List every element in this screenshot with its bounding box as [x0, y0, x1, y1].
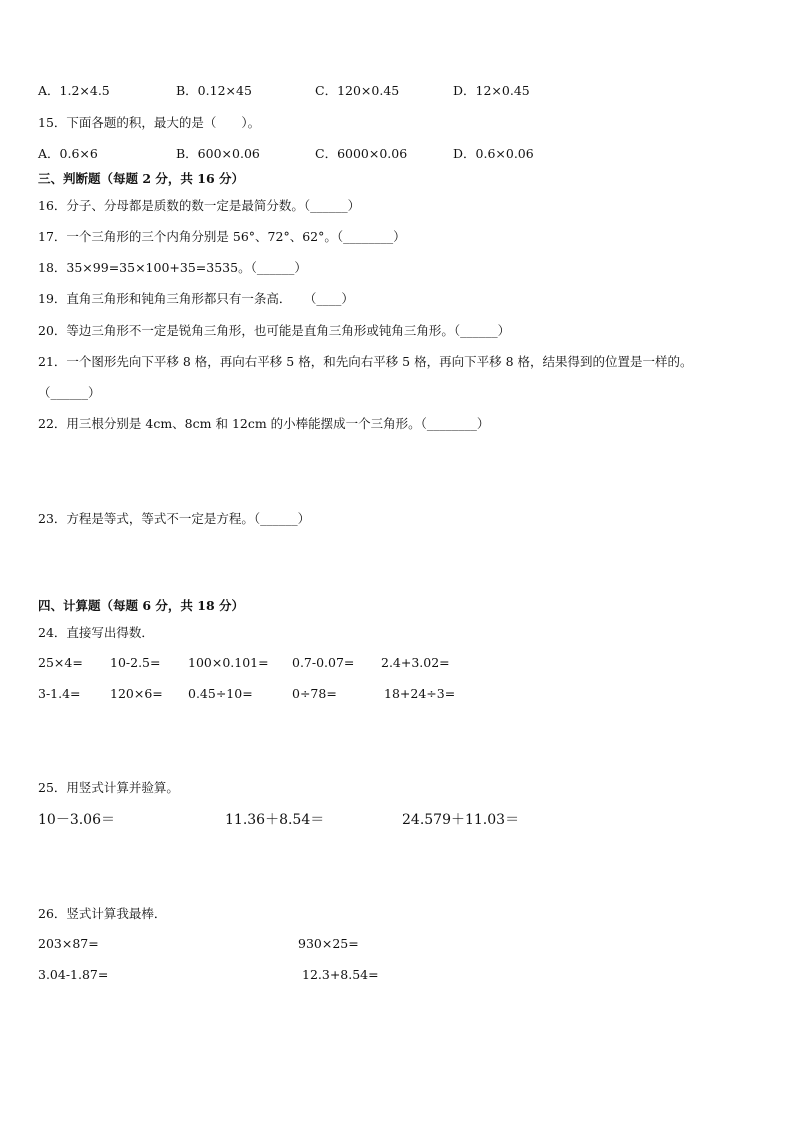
q14-option-c: C．120×0.45: [315, 83, 400, 98]
q26-item: 12.3+8.54=: [302, 967, 379, 982]
q25-item: 24.579＋11.03＝: [402, 812, 520, 828]
q24-item: 0÷78=: [292, 686, 337, 701]
judge-item: 22．用三根分别是 4cm、8cm 和 12cm 的小棒能摆成一个三角形。（________）: [38, 416, 490, 431]
q25-item: 10－3.06＝: [38, 812, 115, 828]
q15-option-b: B．600×0.06: [176, 146, 260, 161]
judge-item-blank: （______）: [38, 385, 101, 400]
q24-item: 10-2.5=: [110, 655, 161, 670]
q24-item: 25×4=: [38, 655, 83, 670]
q26-item: 930×25=: [298, 936, 359, 951]
q26-item: 3.04-1.87=: [38, 967, 109, 982]
q14-option-b: B．0.12×45: [176, 83, 252, 98]
q15-stem: 15．下面各题的积，最大的是（ ）。: [38, 115, 261, 130]
q15-option-d: D．0.6×0.06: [453, 146, 534, 161]
judge-item: 20．等边三角形不一定是锐角三角形，也可能是直角三角形或钝角三角形。（______）: [38, 323, 511, 338]
q15-option-c: C．6000×0.06: [315, 146, 408, 161]
q24-item: 3-1.4=: [38, 686, 81, 701]
q24-item: 0.45÷10=: [188, 686, 253, 701]
section-3-title: 三、判断题（每题 2 分，共 16 分）: [38, 171, 245, 186]
judge-item: 19．直角三角形和钝角三角形都只有一条高． （____）: [38, 291, 354, 306]
q24-item: 0.7-0.07=: [292, 655, 355, 670]
q24-item: 100×0.101=: [188, 655, 269, 670]
q25-stem: 25．用竖式计算并验算。: [38, 780, 179, 795]
q14-option-a: A．1.2×4.5: [38, 83, 110, 98]
judge-item: 23．方程是等式，等式不一定是方程。（______）: [38, 511, 311, 526]
q26-stem: 26．竖式计算我最棒．: [38, 906, 167, 921]
judge-item: 21．一个图形先向下平移 8 格，再向右平移 5 格，和先向右平移 5 格，再向下平移 8 格，结果得到的位置是一样的。: [38, 354, 693, 369]
judge-item: 17．一个三角形的三个内角分别是 56°、72°、62°。（________）: [38, 229, 406, 244]
q24-item: 18+24÷3=: [384, 686, 456, 701]
section-4-title: 四、计算题（每题 6 分，共 18 分）: [38, 598, 245, 613]
judge-item: 16．分子、分母都是质数的数一定是最简分数。（______）: [38, 198, 361, 213]
q15-option-a: A．0.6×6: [38, 146, 98, 161]
q25-item: 11.36＋8.54＝: [225, 812, 325, 828]
q24-item: 2.4+3.02=: [381, 655, 450, 670]
q24-item: 120×6=: [110, 686, 163, 701]
q24-stem: 24．直接写出得数．: [38, 625, 154, 640]
judge-item: 18．35×99=35×100+35=3535。（______）: [38, 260, 307, 275]
q14-option-d: D．12×0.45: [453, 83, 530, 98]
q26-item: 203×87=: [38, 936, 99, 951]
